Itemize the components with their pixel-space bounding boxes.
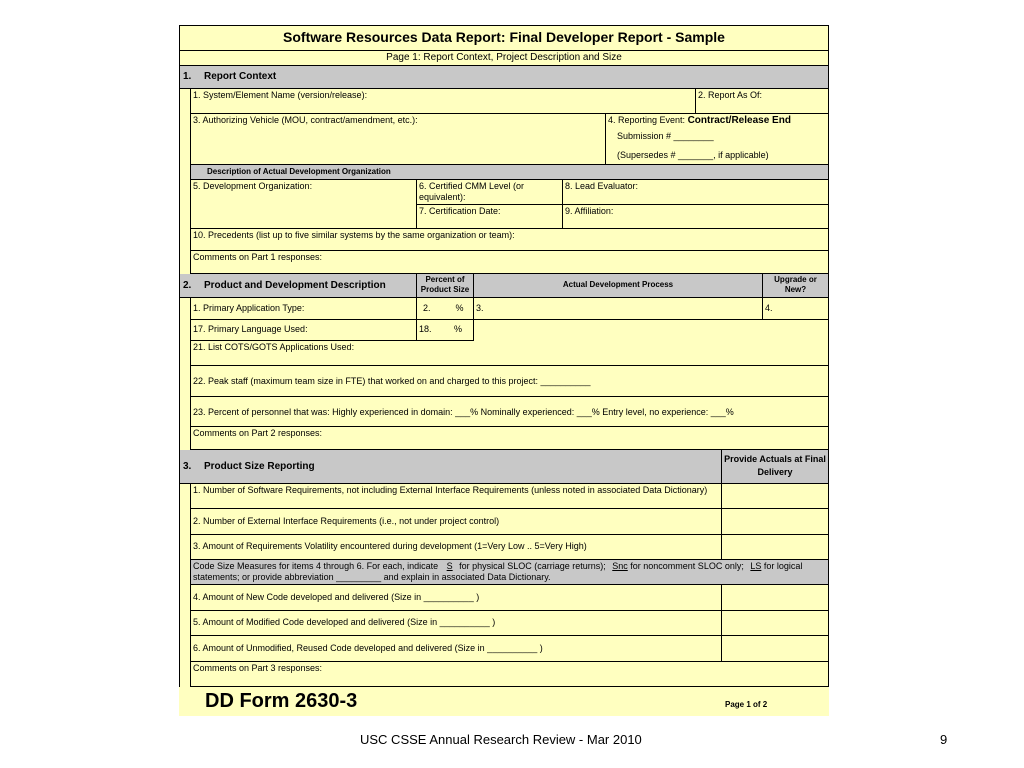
slide-page-number: 9 [940,732,948,747]
page-of: Page 1 of 2 [725,700,768,709]
form-id: DD Form 2630-3 [205,690,358,712]
supersedes-number: (Supersedes # _______, if applicable) [617,150,769,160]
part1-comments-field[interactable]: Comments on Part 1 responses: [191,251,829,274]
section3-heading: Product Size Reporting [204,461,315,472]
dev-org-field[interactable]: 5. Development Organization: [191,180,417,229]
reporting-event-label: 4. Reporting Event: [608,115,686,125]
peak-staff-field[interactable]: 22. Peak staff (maximum team size in FTE) that worked on and charged to this project: __________ [191,366,829,397]
section1-header [179,66,829,89]
code-note-text-a: Code Size Measures for items 4 through 6. For each, indicate [193,561,439,571]
primary-language-percent[interactable]: 18. % [417,320,474,341]
code-note-text-c: for noncomment SLOC only; [630,561,744,571]
affiliation-field[interactable]: 9. Affiliation: [563,205,829,229]
submission-number: Submission # ________ [617,131,714,141]
item5-label: 5. Amount of Modified Code developed and delivered (Size in __________ ) [191,611,722,636]
primary-app-percent[interactable]: 2. % [417,298,474,320]
form-footer [179,687,829,716]
section2-heading: Product and Development Description [204,280,386,291]
cmm-level-field[interactable]: 6. Certified CMM Level (or equivalent): [417,180,563,205]
part3-comments-field[interactable]: Comments on Part 3 responses: [191,662,829,687]
process-header: Actual Development Process [474,274,763,298]
section3-number: 3. [183,461,192,472]
code-note-text-d: for logical statements; or provide abbreviation _________ and explain in associated Data Dictionary. [193,561,803,582]
code-size-note [191,560,829,585]
part2-comments-field[interactable]: Comments on Part 2 responses: [191,427,829,450]
reporting-event-field[interactable] [606,114,829,165]
upgrade-header: Upgrade or New? [763,274,829,298]
item4-label: 4. Amount of New Code developed and delivered (Size in __________ ) [191,585,722,611]
section3-header [179,450,722,484]
authorizing-vehicle-field[interactable]: 3. Authorizing Vehicle (MOU, contract/amendment, etc.): [191,114,606,165]
dev-process-field[interactable]: 3. [474,298,763,320]
slide-caption: USC CSSE Annual Research Review - Mar 2010 [360,732,642,747]
item1-label: 1. Number of Software Requirements, not including External Interface Requirements (unless noted in associated Data Dictionary) [191,484,722,509]
upgrade-or-new-field[interactable]: 4. [763,298,829,320]
dev-org-header: Description of Actual Development Organization [191,165,829,180]
precedents-field[interactable]: 10. Precedents (list up to five similar systems by the same organization or team): [191,229,829,251]
item1-value[interactable] [722,484,829,509]
personnel-experience-field[interactable]: 23. Percent of personnel that was: Highly experienced in domain: ___% Nominally experienced: ___% Entry level, no experience: ___% [191,397,829,427]
code-note-text-b: for physical SLOC (carriage returns); [459,561,606,571]
item4-value[interactable] [722,585,829,611]
code-note-ls: LS [750,561,762,571]
code-note-s: S [446,561,453,571]
item3-value[interactable] [722,535,829,560]
code-note-snc: Snc [612,561,628,571]
reporting-event-value: Contract/Release End [687,115,791,126]
item5-value[interactable] [722,611,829,636]
section1-heading: Report Context [204,71,277,82]
section2-header [179,274,417,298]
cert-date-field[interactable]: 7. Certification Date: [417,205,563,229]
page-subtitle: Page 1: Report Context, Project Description and Size [179,51,829,66]
form-title: Software Resources Data Report: Final Developer Report - Sample [179,25,829,51]
left-margin-strip [179,89,191,687]
lead-evaluator-field[interactable]: 8. Lead Evaluator: [563,180,829,205]
section2-number: 2. [183,280,192,291]
report-as-of-field[interactable]: 2. Report As Of: [696,89,829,114]
item6-label: 6. Amount of Unmodified, Reused Code developed and delivered (Size in __________ ) [191,636,722,662]
item3-label: 3. Amount of Requirements Volatility encountered during development (1=Very Low .. 5=Very High) [191,535,722,560]
item6-value[interactable] [722,636,829,662]
percent-header: Percent of Product Size [417,274,474,298]
cots-field[interactable]: 21. List COTS/GOTS Applications Used: [191,341,829,366]
primary-language-field[interactable]: 17. Primary Language Used: [191,320,417,341]
actuals-header: Provide Actuals at Final Delivery [722,450,829,484]
section1-number: 1. [183,71,192,82]
item2-label: 2. Number of External Interface Requirements (i.e., not under project control) [191,509,722,535]
primary-language-spacer [474,320,829,341]
primary-app-field[interactable]: 1. Primary Application Type: [191,298,417,320]
item2-value[interactable] [722,509,829,535]
system-name-field[interactable]: 1. System/Element Name (version/release): [191,89,696,114]
